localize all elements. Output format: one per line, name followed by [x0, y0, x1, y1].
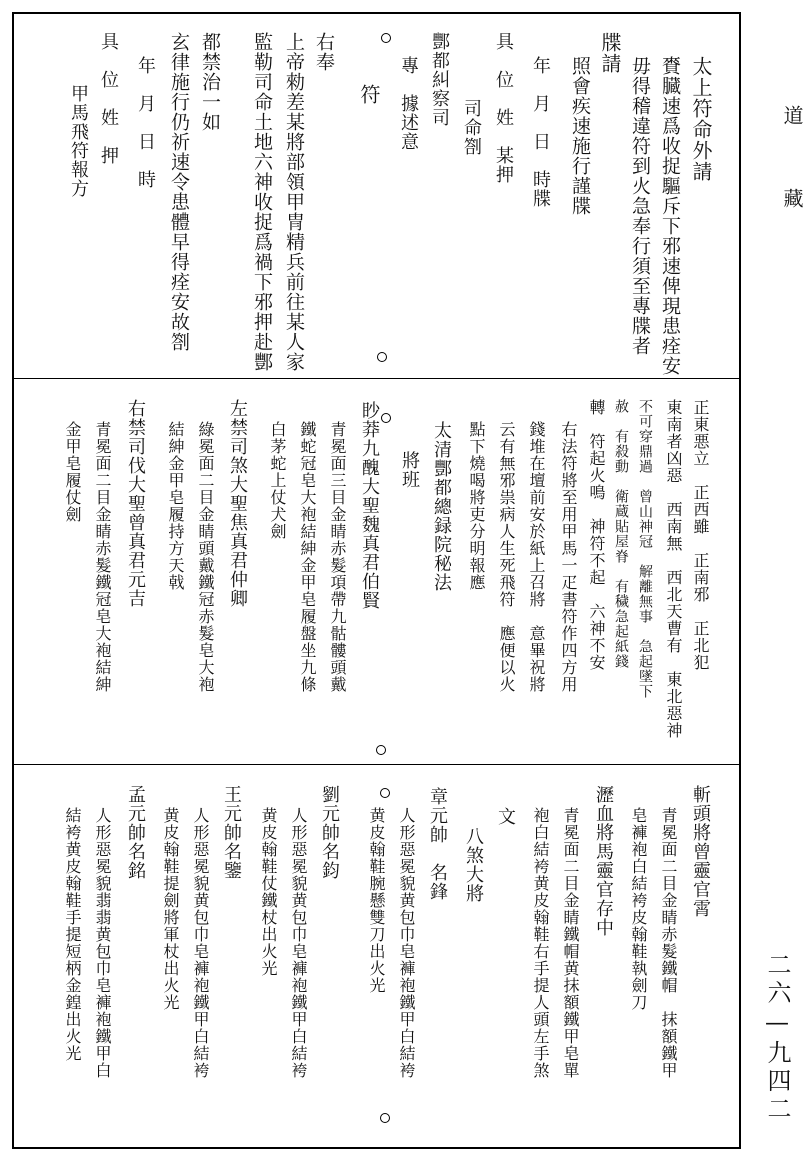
text-column: 白茅蛇上仗犬劍 [268, 421, 287, 540]
text-column: 賚臓速爲收捉驅斥下邪速俾現患痊安 [659, 56, 681, 376]
text-column: 錢堆在壇前安於紙上召將 意畢祝將 [527, 421, 546, 693]
text-column: 右禁司伐大聖曾真君元吉 [125, 399, 146, 608]
text-column: 不可穿鼎過 曾山神冠 解離無事 急起墜下 [637, 399, 653, 699]
text-column: 青冕面二目金睛赤髮鐵冠皂大袍結紳 [93, 421, 112, 693]
text-column: 皂褲袍白結袴皮翰鞋執劍刀 [629, 807, 648, 1011]
circle-mark [380, 1113, 390, 1123]
text-column: 年 月 日 時牒 [530, 56, 551, 208]
text-column: 眇莽九醜大聖魏真君伯賢 [359, 401, 380, 610]
circle-mark [380, 788, 390, 798]
text-column: 云有無邪祟病人生死飛符 應便以火 [497, 421, 516, 693]
panel-middle [14, 378, 739, 764]
text-column: 赦 有殺動 衛蔵貼屋脊 有穢急起紙錢 [613, 399, 629, 669]
text-column: 轉 符起火鳴 神符不起 六神不安 [587, 399, 606, 671]
text-column: 青冕面三目金睛赤髮項帶九骷髏頭戴 [328, 421, 347, 693]
text-column: 牒請 [598, 32, 622, 74]
text-column: 太清酆都總録院秘法 [431, 421, 452, 592]
text-column: 青冕面二目金睛鐵帽黄抹額鐵甲皂單 [561, 807, 580, 1079]
circle-mark [381, 413, 391, 423]
text-column: 甲馬飛符報方 [68, 84, 89, 198]
text-column: 正東悪立 正西雖 正南邪 正北犯 [691, 399, 710, 671]
page-number: 二六—九四二 [763, 952, 791, 1124]
text-column: 酆都糾察司 [429, 32, 450, 127]
circle-mark [376, 745, 386, 755]
text-column: 人形惡冕貌黄包巾皂褲袍鐵甲白結袴 [191, 807, 210, 1079]
text-column: 孟元帥名銘 [125, 785, 146, 880]
text-column: 章元帥 名鋒 [427, 787, 448, 901]
text-column: 劉元帥名鈞 [319, 785, 340, 880]
text-column: 具 位 姓 某押 [493, 32, 514, 184]
margin-title-dao: 道 [780, 105, 804, 125]
text-column: 金甲皂履仗劍 [63, 421, 82, 523]
text-column: 八煞大將 [463, 827, 484, 903]
text-column: 黄皮翰鞋腕懸雙刀出火光 [367, 807, 386, 994]
text-column: 太上符命外請 [689, 56, 713, 182]
panel-top [14, 14, 739, 378]
text-column: 結紳金甲皂履持方天戟 [166, 421, 185, 591]
text-column: 東南者凶惡 西南無 西北天曹有 東北惡神 [664, 399, 683, 739]
text-column: 符 [357, 84, 381, 105]
text-column: 右法符將至用甲馬一疋書符作四方用 [559, 421, 578, 693]
page-frame [12, 12, 741, 1149]
panel-bottom [14, 764, 739, 1147]
circle-mark [381, 33, 391, 43]
text-column: 青冕面二目金睛赤髮鐵帽 抹額鐵甲 [659, 807, 678, 1079]
text-column: 右奉 [313, 32, 335, 72]
text-column: 年 月 日 時 [135, 56, 156, 189]
circle-mark [377, 352, 387, 362]
text-column: 玄律施行仍祈速令患體早得痊安故劄 [168, 32, 190, 352]
text-column: 左禁司煞大聖焦真君仲卿 [227, 399, 248, 608]
text-column: 毋得稽違符到火急奉行須至專牒者 [629, 56, 651, 356]
text-column: 都禁治一如 [199, 32, 221, 132]
text-column: 具 位 姓 押 [98, 32, 119, 165]
text-column: 點下燒喝將吏分明報應 [467, 421, 486, 591]
text-column: 照會疾速施行謹牒 [569, 56, 591, 216]
text-column: 黄皮翰鞋仗鐵杖出火光 [259, 807, 278, 977]
text-column: 監勒司命土地六神收捉爲禍下邪押赴酆 [251, 32, 273, 372]
text-column: 王元帥名鑒 [221, 785, 242, 880]
text-column: 斬頭將曾靈官霄 [690, 785, 711, 918]
text-column: 司命劄 [461, 99, 482, 156]
text-column: 袍白結袴黄皮翰鞋右手提人頭左手煞 [531, 807, 550, 1079]
text-column: 專 據述意 [398, 56, 419, 151]
text-column: 人形惡冕貌黄包巾皂褲袍鐵甲白結袴 [289, 807, 308, 1079]
text-column: 文 [495, 807, 516, 826]
margin-title-zang: 藏 [780, 188, 804, 208]
text-column: 人形惡冕貌黄包巾皂褲袍鐵甲白結袴 [397, 807, 416, 1079]
text-column: 鐵蛇冠皂大袍結紳金甲皂履盤坐九條 [298, 421, 317, 693]
text-column: 上帝勑差某將部領甲冑精兵前往某人家 [283, 32, 305, 372]
text-column: 黄皮翰鞋提劍將軍杖出火光 [161, 807, 180, 1011]
text-column: 人形惡冕貌翡翡黄包巾皂褲袍鐵甲白 [93, 807, 112, 1079]
text-column: 結袴黄皮翰鞋手提短柄金鍠出火光 [63, 807, 82, 1062]
text-column: 將班 [399, 451, 420, 489]
text-column: 瀝血將馬靈官存中 [593, 785, 614, 937]
text-column: 綠冕面二目金睛頭戴鐵冠赤髮皂大袍 [196, 421, 215, 693]
